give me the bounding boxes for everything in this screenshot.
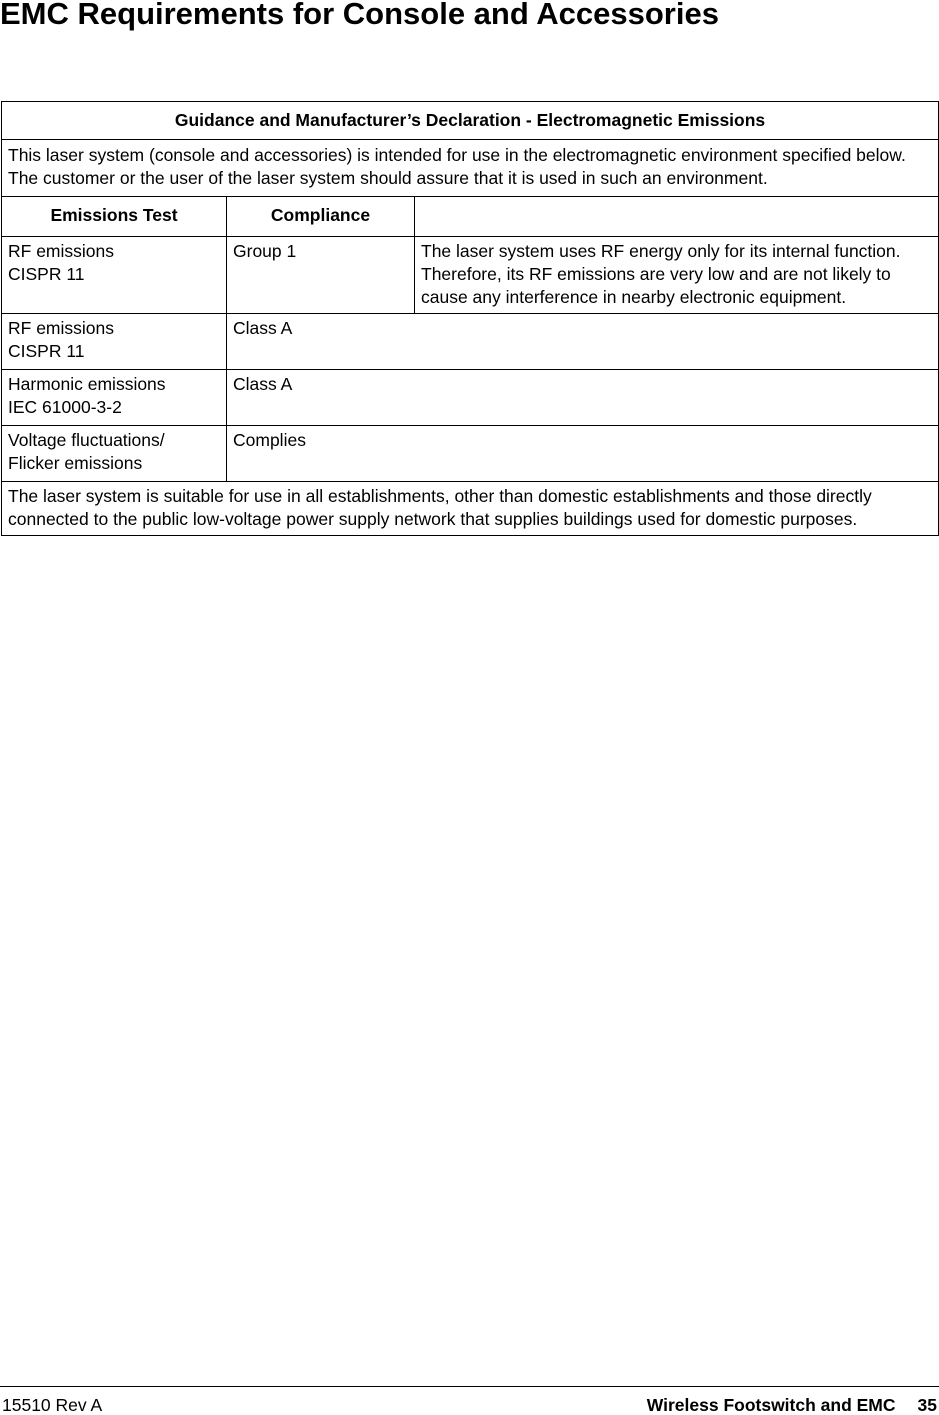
page-title: EMC Requirements for Console and Accessories xyxy=(0,0,719,31)
compliance-cell: Complies xyxy=(227,426,939,482)
table-row xyxy=(2,314,939,370)
page-number: 35 xyxy=(917,1395,937,1415)
table-caption-row xyxy=(2,102,939,140)
table-caption: Guidance and Manufacturer’s Declaration - Electromagnetic Emissions xyxy=(2,102,939,140)
table-footnote-row xyxy=(2,482,939,536)
table-header-row xyxy=(2,197,939,237)
test-name: Voltage fluctuations/ xyxy=(8,430,165,450)
test-name: RF emissions xyxy=(8,318,114,338)
guidance-cell: The laser system uses RF energy only for its internal function. Therefore, its RF emissions are very low and are not likely to cause any interference in nearby electronic equipment. xyxy=(415,237,939,314)
compliance-cell: Group 1 xyxy=(227,237,415,314)
test-standard: Flicker emissions xyxy=(8,453,143,473)
footer-divider xyxy=(0,1386,939,1387)
test-standard: CISPR 11 xyxy=(8,264,85,284)
footer-section-title: Wireless Footswitch and EMC xyxy=(646,1395,896,1415)
compliance-cell: Class A xyxy=(227,314,939,370)
test-name: Harmonic emissions xyxy=(8,374,166,394)
test-standard: IEC 61000-3-2 xyxy=(8,397,122,417)
test-standard: CISPR 11 xyxy=(8,341,85,361)
emissions-test-cell xyxy=(2,370,227,426)
emissions-table xyxy=(1,101,939,536)
emissions-test-cell xyxy=(2,314,227,370)
table-intro: This laser system (console and accessories) is intended for use in the electromagnetic environment specified below. The customer or the user of the laser system should assure that it is used in such an environment. xyxy=(2,140,939,197)
footer-doc-number: 15510 Rev A xyxy=(2,1395,103,1415)
compliance-cell: Class A xyxy=(227,370,939,426)
header-environment xyxy=(415,197,939,237)
header-compliance: Compliance xyxy=(227,197,415,237)
footer-section xyxy=(647,1395,937,1415)
table-row xyxy=(2,237,939,314)
table-footnote: The laser system is suitable for use in all establishments, other than domestic establishments and those directly connected to the public low-voltage power supply network that supplies buildings used for domestic purposes. xyxy=(2,482,939,536)
header-emissions-test: Emissions Test xyxy=(2,197,227,237)
emissions-test-cell xyxy=(2,237,227,314)
emissions-test-cell xyxy=(2,426,227,482)
table-row xyxy=(2,426,939,482)
test-name: RF emissions xyxy=(8,241,114,261)
table-intro-row xyxy=(2,140,939,197)
table-row xyxy=(2,370,939,426)
